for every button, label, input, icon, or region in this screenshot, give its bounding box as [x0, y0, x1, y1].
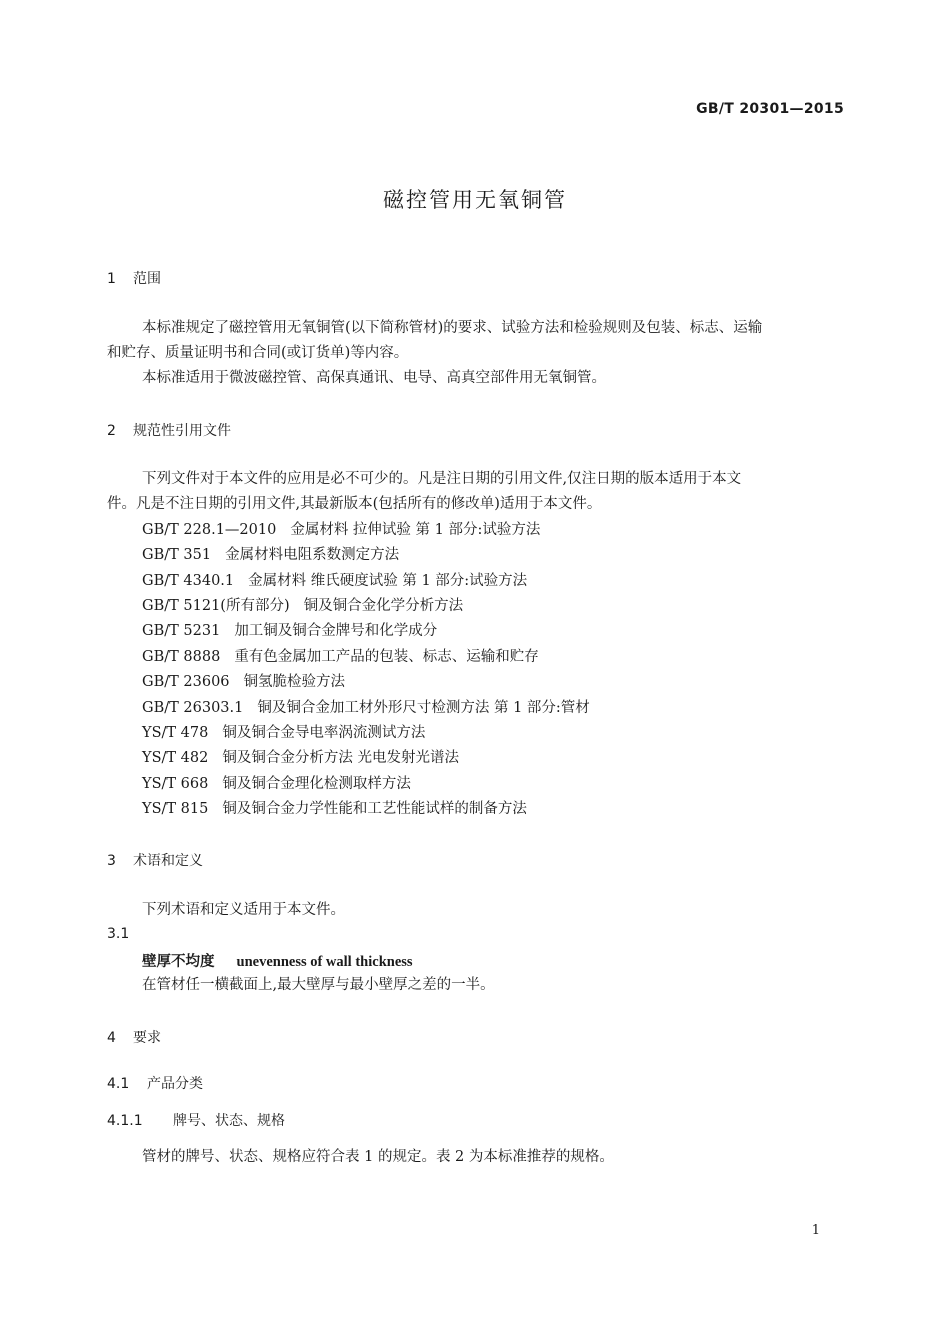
section-2-paragraph-line-2: 件。凡是不注日期的引用文件,其最新版本(包括所有的修改单)适用于本文件。: [107, 496, 602, 512]
reference-title: 铜及铜合金导电率涡流测试方法: [222, 725, 426, 741]
reference-code: GB/T 5231: [142, 623, 221, 639]
reference-title: 金属材料 维氏硬度试验 第 1 部分:试验方法: [248, 573, 528, 589]
term-definition: 在管材任一横截面上,最大壁厚与最小壁厚之差的一半。: [142, 977, 495, 993]
term-chinese: 壁厚不均度: [142, 954, 215, 970]
reference-item: [142, 518, 540, 539]
section-2-paragraph-line-1: 下列文件对于本文件的应用是必不可少的。凡是注日期的引用文件,仅注日期的版本适用于本文: [142, 471, 742, 487]
reference-title: 铜及铜合金加工材外形尺寸检测方法 第 1 部分:管材: [257, 700, 590, 716]
section-title: 要求: [133, 1030, 161, 1046]
subsection-number: 4.1.1: [107, 1113, 143, 1129]
reference-title: 铜及铜合金分析方法 光电发射光谱法: [222, 750, 459, 766]
reference-code: GB/T 4340.1: [142, 573, 235, 589]
reference-item: [142, 721, 425, 742]
reference-title: 金属材料电阻系数测定方法: [225, 547, 400, 563]
section-4-heading: [107, 1027, 161, 1047]
section-1-paragraph-1-line-2: 和贮存、质量证明书和合同(或订货单)等内容。: [107, 345, 409, 361]
subsection-title: 产品分类: [147, 1076, 203, 1092]
section-title: 术语和定义: [133, 853, 203, 869]
term-entry: [142, 950, 413, 971]
section-1-heading: [107, 268, 161, 288]
reference-item: [142, 569, 527, 590]
reference-code: YS/T 478: [142, 725, 209, 741]
reference-item: [142, 746, 459, 767]
reference-title: 加工铜及铜合金牌号和化学成分: [234, 623, 438, 639]
section-4-paragraph: 管材的牌号、状态、规格应符合表 1 的规定。表 2 为本标准推荐的规格。: [142, 1149, 614, 1165]
reference-title: 重有色金属加工产品的包装、标志、运输和贮存: [234, 649, 539, 665]
reference-code: GB/T 26303.1: [142, 700, 244, 716]
section-number: 4: [107, 1030, 116, 1046]
section-number: 3: [107, 853, 116, 869]
reference-code: YS/T 668: [142, 776, 209, 792]
reference-item: [142, 543, 399, 564]
reference-code: GB/T 351: [142, 547, 212, 563]
reference-code: YS/T 482: [142, 750, 209, 766]
subsection-4-1-1-heading: [107, 1110, 285, 1130]
reference-code: YS/T 815: [142, 801, 209, 817]
reference-item: [142, 772, 411, 793]
reference-item: [142, 645, 539, 666]
subsection-4-1-heading: [107, 1073, 203, 1093]
term-number: 3.1: [107, 926, 130, 942]
reference-title: 金属材料 拉伸试验 第 1 部分:试验方法: [290, 522, 541, 538]
reference-item: [142, 670, 345, 691]
reference-title: 铜及铜合金力学性能和工艺性能试样的制备方法: [222, 801, 527, 817]
reference-title: 铜氢脆检验方法: [243, 674, 346, 690]
reference-code: GB/T 23606: [142, 674, 230, 690]
reference-title: 铜及铜合金化学分析方法: [303, 598, 464, 614]
subsection-number: 4.1: [107, 1076, 130, 1092]
section-1-paragraph-1-line-1: 本标准规定了磁控管用无氧铜管(以下简称管材)的要求、试验方法和检验规则及包装、标志、运输: [142, 320, 763, 336]
reference-code: GB/T 228.1—2010: [142, 522, 277, 538]
reference-item: [142, 619, 437, 640]
document-title: 磁控管用无氧铜管: [383, 188, 567, 212]
reference-item: [142, 594, 463, 615]
subsection-title: 牌号、状态、规格: [173, 1113, 285, 1129]
section-1-paragraph-2: 本标准适用于微波磁控管、高保真通讯、电导、高真空部件用无氧铜管。: [142, 370, 606, 386]
section-number: 2: [107, 423, 116, 439]
term-english: unevenness of wall thickness: [236, 954, 413, 970]
section-2-heading: [107, 420, 231, 440]
reference-code: GB/T 8888: [142, 649, 221, 665]
section-title: 规范性引用文件: [133, 423, 231, 439]
standard-number: GB/T 20301—2015: [696, 101, 844, 117]
section-3-heading: [107, 850, 203, 870]
section-3-paragraph: 下列术语和定义适用于本文件。: [142, 902, 345, 918]
reference-code: GB/T 5121(所有部分): [142, 598, 290, 614]
reference-item: [142, 797, 527, 818]
reference-title: 铜及铜合金理化检测取样方法: [222, 776, 411, 792]
reference-item: [142, 696, 590, 717]
section-number: 1: [107, 271, 116, 287]
page-number: 1: [811, 1223, 820, 1238]
section-title: 范围: [133, 271, 161, 287]
